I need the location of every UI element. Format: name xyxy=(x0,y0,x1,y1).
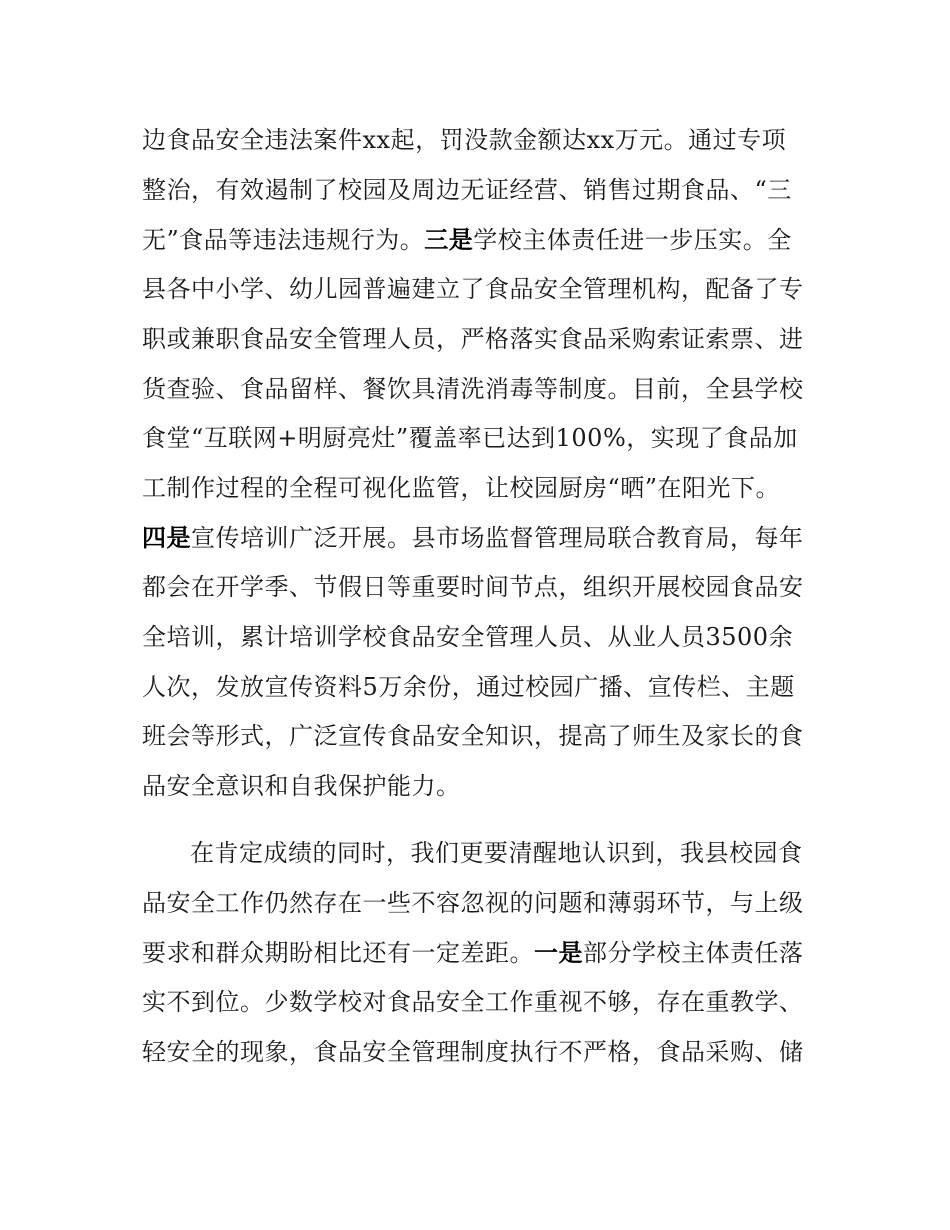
point-marker: 三是 xyxy=(424,226,474,254)
text-line xyxy=(142,933,812,973)
text-line xyxy=(142,518,812,558)
text-line xyxy=(142,369,812,409)
line-text: 无”食品等违法违规行为。 xyxy=(142,226,425,254)
text-line xyxy=(142,716,812,756)
line-text: 人次，发放宣传资料5万余份，通过校园广播、宣传栏、主题 xyxy=(142,673,795,701)
text-line xyxy=(142,269,812,309)
text-line xyxy=(142,120,812,160)
text-line xyxy=(142,170,812,210)
text-line xyxy=(142,617,812,657)
line-text: 品安全意识和自我保护能力。 xyxy=(142,772,461,800)
line-text: 班会等形式，广泛宣传食品安全知识，提高了师生及家长的食 xyxy=(142,722,804,750)
text-line xyxy=(142,468,812,508)
line-text: 品安全工作仍然存在一些不容忽视的问题和薄弱环节，与上级 xyxy=(142,889,804,917)
text-line xyxy=(142,418,812,458)
text-line xyxy=(142,883,812,923)
text-line xyxy=(142,667,812,707)
line-text: 整治，有效遏制了校园及周边无证经营、销售过期食品、“三 xyxy=(142,176,792,204)
line-text: 边食品安全违法案件xx起，罚没款金额达xx万元。通过专项 xyxy=(142,126,787,154)
line-text: 食堂“互联网+明厨亮灶”覆盖率已达到100%，实现了食品加 xyxy=(142,424,798,452)
line-text: 职或兼职食品安全管理人员，严格落实食品采购索证索票、进 xyxy=(142,325,804,353)
line-text: 部分学校主体责任落 xyxy=(583,939,804,967)
text-line xyxy=(190,833,812,873)
line-text: 轻安全的现象，食品安全管理制度执行不严格，食品采购、储 xyxy=(142,1038,804,1066)
line-text: 要求和群众期盼相比还有一定差距。 xyxy=(142,939,534,967)
text-line xyxy=(142,319,812,359)
line-text: 全培训，累计培训学校食品安全管理人员、从业人员3500余 xyxy=(142,623,794,651)
line-text: 在肯定成绩的同时，我们更要清醒地认识到，我县校园食 xyxy=(190,839,803,867)
text-line xyxy=(142,567,812,607)
text-line xyxy=(142,220,812,260)
line-text: 实不到位。少数学校对食品安全工作重视不够，存在重教学、 xyxy=(142,988,804,1016)
point-marker: 一是 xyxy=(534,939,583,967)
line-text: 学校主体责任进一步压实。全 xyxy=(473,226,792,254)
line-text: 县各中小学、幼儿园普遍建立了食品安全管理机构，配备了专 xyxy=(142,275,804,303)
line-text: 工制作过程的全程可视化监管，让校园厨房“晒”在阳光下。 xyxy=(142,474,781,502)
point-marker: 四是 xyxy=(142,524,191,552)
line-text: 都会在开学季、节假日等重要时间节点，组织开展校园食品安 xyxy=(142,573,804,601)
line-text: 宣传培训广泛开展。县市场监督管理局联合教育局，每年 xyxy=(191,524,804,552)
text-line xyxy=(142,766,812,806)
text-line xyxy=(142,982,812,1022)
text-line xyxy=(142,1032,812,1072)
line-text: 货查验、食品留样、餐饮具清洗消毒等制度。目前，全县学校 xyxy=(142,375,804,403)
